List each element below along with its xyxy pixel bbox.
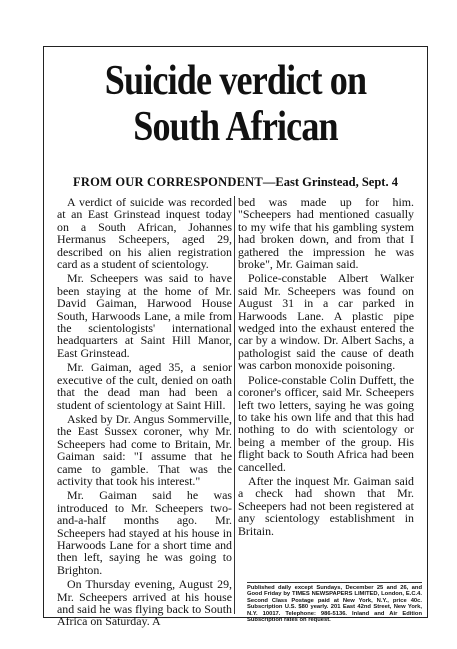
publication-imprint: Published daily except Sundays, December 25 and 26, and Good Friday by TIMES NEWSPAPERS LIMITED, London, E.C.4. Second Class Postage paid at New York, N.Y., price 40c. Subscription U.S. $80 yearly. 201 East 42nd Street, New York, N.Y. 10017. Telephone: 986-5136. Inland and Air Edition Subscription rates on request. [247, 582, 422, 623]
paragraph: After the inquest Mr. Gaiman said a check had shown that Mr. Scheepers had not been registered at any scientology establishment in Britain. [238, 473, 414, 538]
article-column-left [57, 196, 232, 630]
paragraph: Mr. Gaiman, aged 35, a senior executive of the cult, denied on oath that the dead man had been a student of scientology at Saint Hill. [57, 360, 232, 412]
byline-dateline: —East Grinstead, Sept. 4 [262, 175, 398, 189]
paragraph: A verdict of suicide was recorded at an East Grinstead inquest today on a South African, Johannes Hermanus Scheepers, aged 29, described on his alien registration card as a student of scientology. [57, 195, 232, 272]
column-divider [234, 196, 235, 614]
paragraph: Asked by Dr. Angus Sommerville, the East Sussex coroner, why Mr. Scheepers had come to Britain, Mr. Gaiman said: "I assume that he came to gamble. That was the activity that took his interest." [57, 411, 232, 488]
paragraph-continuation: bed was made up for him. "Scheepers had mentioned casually to my wife that his gambling system had broken down, and from that I gathered the impression he was broke", Mr. Gaiman said. [238, 195, 414, 272]
paragraph: On Thursday evening, August 29, Mr. Scheepers arrived at his house and said he was flying back to South Africa on Saturday. A [57, 577, 232, 629]
headline: Suicide verdict on South African [104, 58, 367, 150]
byline-correspondent: FROM OUR CORRESPONDENT [73, 175, 263, 189]
paragraph: Police-constable Albert Walker said Mr. Scheepers was found on August 31 in a car parked in Harwoods Lane. A plastic pipe wedged into the exhaust entered the car by a window. Dr. Albert Sachs, a pathologist said the cause of death was carbon monoxide poisoning. [238, 271, 414, 373]
paragraph: Police-constable Colin Duffett, the coroner's officer, said Mr. Scheepers left two letters, saying he was going to take his own life and that this had nothing to do with scientology or being a member of the group. His flight back to South Africa had been cancelled. [238, 372, 414, 474]
byline [43, 175, 428, 190]
paragraph: Mr. Scheepers was said to have been staying at the home of Mr. David Gaiman, Harwood House South, Harwoods Lane, a mile from the scientologists' international headquarters at Saint Hill Manor, East Grinstead. [57, 271, 232, 360]
paragraph: Mr. Gaiman said he was introduced to Mr. Scheepers two-and-a-half months ago. Mr. Scheepers had stayed at his house in Harwoods Lane for a short time and then left, saying he was going to Brighton. [57, 488, 232, 577]
article-column-right [238, 196, 414, 539]
